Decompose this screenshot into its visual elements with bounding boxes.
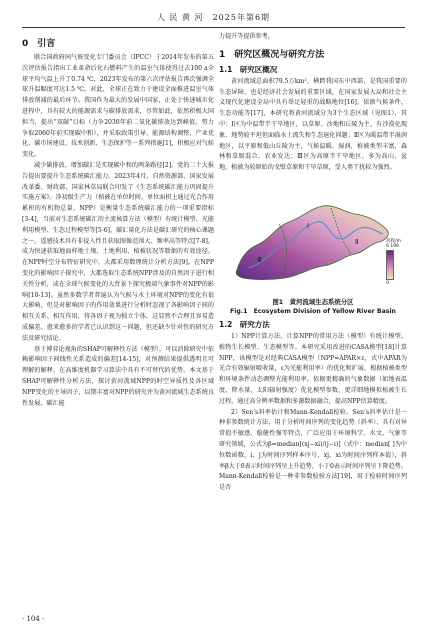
subsection-heading-study-area: 1.1 研究区概况	[219, 64, 278, 74]
legend-title: 高程/m	[386, 238, 401, 244]
figure-caption	[219, 298, 407, 316]
paragraph: 基于博弈论视角的SHAP可解释性方法（模型），可以消除研究中依赖影响因子间线性关系造成的偏差[14-15]，对预测结果提供透明且可理解的解释，在高维度机器学习算法中具有不可替代的优势。本文基于SHAP可解释性分析方法，探讨黄河流域NPP的时空异质性及各区域NPP变化的主导因子，以期丰富对NPP的研究并为黄河流域生态系统良性发展、碳汇能	[22, 345, 214, 407]
page-number: · 104 ·	[22, 615, 45, 623]
legend-min: 0	[386, 280, 389, 286]
zone-label-iii: Ⅲ	[257, 255, 262, 264]
running-header: 人 民 黄 河 2025年第6期	[156, 13, 271, 22]
zone-label-ii: Ⅱ	[355, 237, 359, 246]
subsection-heading-methods: 1.2 研究方法	[219, 319, 270, 329]
basin-map-graphic	[219, 178, 407, 296]
paragraph-continued: 力提升等提供参考。	[219, 33, 274, 40]
left-column	[22, 32, 214, 409]
zone-label-i: Ⅰ	[307, 221, 310, 230]
paragraph: 黄河流域总面积79.5万km²，横跨我国东中西部，是我国重要的生态屏障，也是经济社会发展的重要区域，在国家发展大局和社会主义现代化建设全局中具有举足轻重的战略地位[16]。依据气候条件、生态功能等[17]，本研究将黄河流域分为3个生态区域（见图1），其中：Ⅰ区为中温带半干旱地区，以草原、沙地和丘陵为主，有沙漠化现象，地势较平坦但面临水土流失和生态退化问题；Ⅱ区为暖温带半湿润地区，以平原和低山丘陵为主，气候温暖、湿润，植被类型丰富，森林和草原混合，农业发达；Ⅲ区为高原半干旱地区，多为高山、盆地，植被为较原始的戈壁草原和干旱草原，受人类干扰较为强烈。	[219, 77, 407, 172]
figure-caption-zh: 图1 黄河流域生态系统分区	[272, 297, 354, 306]
legend-color-bar	[386, 250, 394, 280]
elevation-legend	[386, 238, 401, 286]
basin-outline	[236, 206, 388, 280]
yellow-river-basin-map	[219, 178, 407, 296]
paragraph: 联合国政府间气候变化专门委员会（IPCC）于2014年发布的第五次评估报告指出工业革命后化石燃料产生的温室气体使得过去100 a全球平均气温上升了0.74 ℃，2023年发布的第六次评估报告再次强调全球升温幅度可达1.5 ℃。对此，全球正在致力于建设全面推进温室气体排放削减的最后环节。我国作为最大的发展中国家，正处于快速城市化进程中，具有较大的能源需求与碳排放需求，尽管如此，依然积极大国担当，提出“双碳”目标（力争2030年前二氧化碳排放达到峰值，努力争取2060年前实现碳中和），并采取政策引导、能源结构调整、产业优化、碳市场建设、技术创新、生态保护等一系列措施[1]，积极应对气候变化。	[22, 54, 214, 159]
paragraph: 2）Sen’s斜率估计和Mann-Kendall检验。Sen’s斜率估计是一种非参数统计方法，用于分析时间序列的变化趋势（斜率），具有对异常值不敏感、稳健性强等特点，广泛应用于环境科学、水文、气象等研究领域，公式为β=median[(xj−xi)/(j−i)]（式中：median[ ]为中位数函数，i、j为时间序列样本序号，xj、xi为时间序列样本值），斜率β大于0表示时间序列呈上升趋势，小于0表示时间序列呈下降趋势。Mann-Kendall检验是一种非参数检验方法[19]，用于检验时间序列是否	[219, 408, 407, 492]
paragraph: 1）NPP计算方法。计算NPP的常用方法（模型）有统计模型、植物生长模型、生态模型等。本研究采用改进的CASA模型[18]计算NPP，该模型是对经典CASA模型（NPP=APAR×ε，式中APAR为光合有效辐射吸收量，ε为光能利用率）的优化和扩展，根据植被类型和环境条件动态调整光能利用率，依据更精确的气象数据（如地表温度、降水量、太阳辐射强度）优化模型参数，更详细地模拟植被生长过程，通过高分辨率数据和多源数据融合，提高NPP估算精度。	[219, 332, 407, 405]
figure-caption-en: Fig.1 Ecosystem Division of Yellow River Basin	[230, 307, 396, 315]
section-heading-area-methods: 1 研究区概况与研究方法	[219, 49, 325, 60]
right-column	[219, 32, 407, 494]
paragraph: 减少碳排放、增加碳汇是实现碳中和的两条路径[2]。党的二十大报告提出要提升生态系统碳汇能力。2023年4月，自然资源部、国家发展改革委、财政部、国家林草局联合印发了《生态系统碳汇能力巩固提升实施方案》。净初级生产力（植被在单位时间、单位面积上通过光合作用累积的有机物总量，NPP）是衡量生态系统碳汇能力的一项重要指标[3-4]，当前对生态系统碳汇的主流核算方法（模型）有统计模型、光能利用模型、生态过程模型等[5-6]，碳汇量化方法是碳汇研究的核心课题之一。遥感技术具有非侵入性且获取图像范围大、频率高等特点[7-8]，成为快速获取地面样地土壤、土地利用、植被状况等数据的有效途径。在NPP时空分布特征研究中，大都采用数理统计分析方法[9]。在NPP变化的影响因子探究中，大都选取生态系统NPP涉及的自然因子进行相关性分析，或在全球气候变化的大背景下探究极端气象事件对NPP的影响[10-13]。虽然多数学者普遍认为气候与水土环境对NPP的变化有很大影响，但是对影响因子的作用效果进行分析时忽视了各影响因子间的相互关系、相互作用，将各因子视为独立个体，这显然不合理且容易造成偏差。愈来愈多的学者已认识到这一问题，但还缺少针对性的研究方法及研究结论。	[22, 161, 214, 342]
header-rule	[22, 27, 405, 28]
section-heading-introduction: 0 引言	[22, 39, 56, 49]
legend-max: 6 196	[386, 243, 399, 249]
